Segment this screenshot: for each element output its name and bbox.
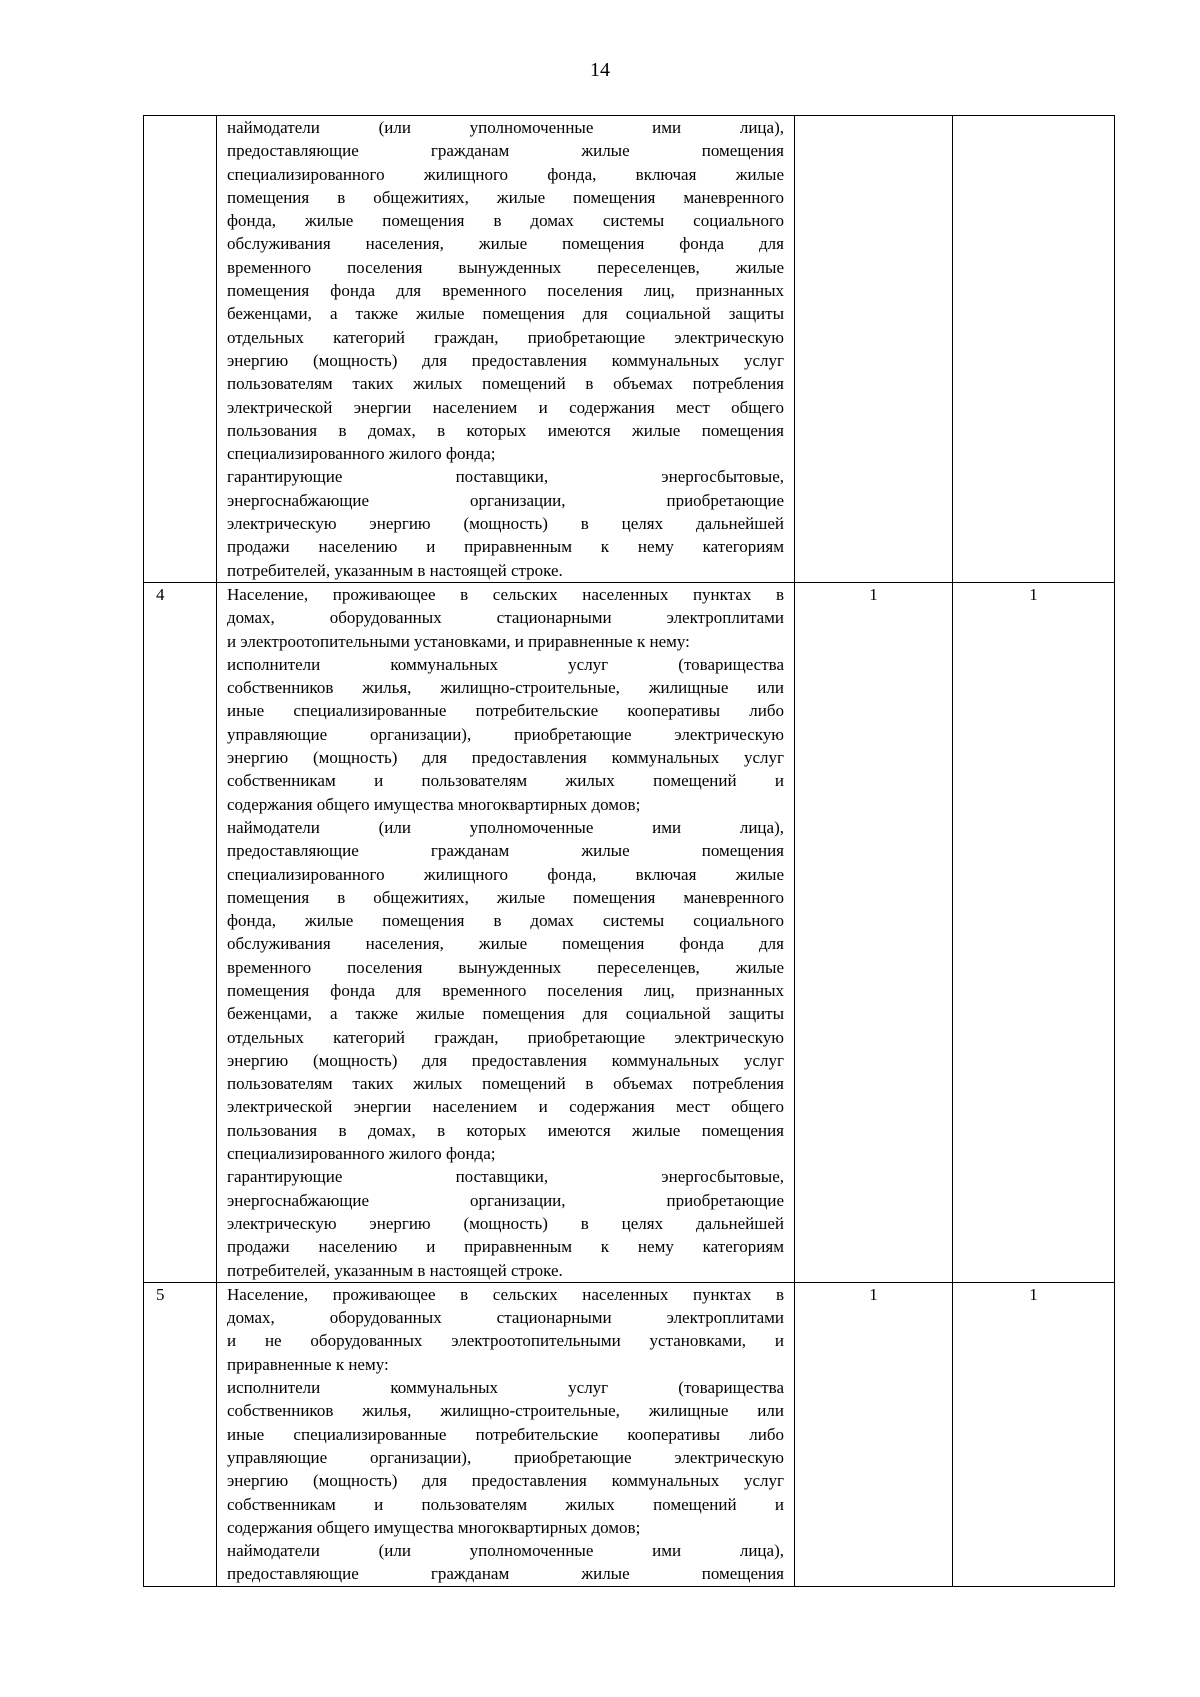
- table-row: [144, 116, 1115, 583]
- description-line: специализированного жилого фонда;: [227, 444, 496, 464]
- description-line: обслуживания населения, жилые помещения фонда для: [227, 234, 784, 254]
- description-line: помещения в общежитиях, жилые помещения маневренного: [227, 887, 784, 907]
- description-line: продажи населению и приравненным к нему категориям: [227, 1237, 784, 1257]
- description-line: управляющие организации), приобретающие электрическую: [227, 1447, 784, 1467]
- description-line: исполнители коммунальных услуг (товарищества: [227, 1378, 784, 1398]
- description-line: энергоснабжающие организации, приобретающие: [227, 1190, 784, 1210]
- description-line: собственникам и пользователям жилых помещений и: [227, 1494, 784, 1514]
- description-line: специализированного жилого фонда;: [227, 1144, 496, 1164]
- description-line: гарантирующие поставщики, энергосбытовые,: [227, 467, 784, 487]
- description-line: наймодатели (или уполномоченные ими лица),: [227, 1541, 784, 1561]
- page-number: 14: [590, 59, 610, 81]
- description-line: фонда, жилые помещения в домах системы социального: [227, 911, 784, 931]
- description-line: фонда, жилые помещения в домах системы социального: [227, 211, 784, 231]
- description-line: потребителей, указанным в настоящей строке.: [227, 560, 563, 580]
- row-value-cell-1: [795, 116, 953, 583]
- description-line: энергию (мощность) для предоставления коммунальных услуг: [227, 350, 784, 370]
- description-line: Население, проживающее в сельских населенных пунктах в: [227, 1284, 784, 1304]
- description-line: пользователям таких жилых помещений в объемах потребления: [227, 1074, 784, 1094]
- description-line: специализированного жилищного фонда, включая жилые: [227, 864, 784, 884]
- tariff-table: [143, 115, 1115, 1587]
- row-description-cell: [217, 582, 795, 1282]
- description-line: помещения в общежитиях, жилые помещения маневренного: [227, 187, 784, 207]
- description-line: электрической энергии населением и содержания мест общего: [227, 1097, 784, 1117]
- table-row: [144, 582, 1115, 1282]
- description-line: гарантирующие поставщики, энергосбытовые,: [227, 1167, 784, 1187]
- description-line: предоставляющие гражданам жилые помещения: [227, 841, 784, 861]
- description-line: энергоснабжающие организации, приобретающие: [227, 490, 784, 510]
- description-line: пользования в домах, в которых имеются жилые помещения: [227, 1120, 784, 1140]
- description-line: предоставляющие гражданам жилые помещения: [227, 1564, 784, 1584]
- description-line: домах, оборудованных стационарными электроплитами: [227, 608, 784, 628]
- description-line: собственникам и пользователям жилых помещений и: [227, 771, 784, 791]
- description-line: предоставляющие гражданам жилые помещения: [227, 141, 784, 161]
- description-line: электрической энергии населением и содержания мест общего: [227, 397, 784, 417]
- row-number-cell: 4: [144, 582, 217, 1282]
- description-line: специализированного жилищного фонда, включая жилые: [227, 164, 784, 184]
- description-line: обслуживания населения, жилые помещения фонда для: [227, 934, 784, 954]
- row-value-cell-2: 1: [953, 1282, 1115, 1586]
- description-line: энергию (мощность) для предоставления коммунальных услуг: [227, 1050, 784, 1070]
- description-line: домах, оборудованных стационарными электроплитами: [227, 1308, 784, 1328]
- description-line: беженцами, а также жилые помещения для социальной защиты: [227, 304, 784, 324]
- description-line: пользования в домах, в которых имеются жилые помещения: [227, 420, 784, 440]
- description-line: продажи населению и приравненным к нему категориям: [227, 537, 784, 557]
- row-description-cell: [217, 1282, 795, 1586]
- description-line: временного поселения вынужденных переселенцев, жилые: [227, 257, 784, 277]
- description-line: отдельных категорий граждан, приобретающие электрическую: [227, 327, 784, 347]
- description-line: собственников жилья, жилищно-строительные, жилищные или: [227, 1401, 784, 1421]
- description-line: и не оборудованных электроотопительными установками, и: [227, 1331, 784, 1351]
- description-line: Население, проживающее в сельских населенных пунктах в: [227, 584, 784, 604]
- description-line: наймодатели (или уполномоченные ими лица),: [227, 817, 784, 837]
- description-line: помещения фонда для временного поселения лиц, признанных: [227, 281, 784, 301]
- description-line: иные специализированные потребительские кооперативы либо: [227, 1424, 784, 1444]
- description-line: приравненные к нему:: [227, 1354, 389, 1374]
- table-row: [144, 1282, 1115, 1586]
- description-line: электрическую энергию (мощность) в целях дальнейшей: [227, 514, 784, 534]
- description-line: содержания общего имущества многоквартирных домов;: [227, 1517, 641, 1537]
- description-line: помещения фонда для временного поселения лиц, признанных: [227, 980, 784, 1000]
- description-line: беженцами, а также жилые помещения для социальной защиты: [227, 1004, 784, 1024]
- row-value-cell-2: 1: [953, 582, 1115, 1282]
- row-value-cell-2: [953, 116, 1115, 583]
- row-number-cell: 5: [144, 1282, 217, 1586]
- description-line: потребителей, указанным в настоящей строке.: [227, 1260, 563, 1280]
- description-line: исполнители коммунальных услуг (товарищества: [227, 654, 784, 674]
- description-line: управляющие организации), приобретающие электрическую: [227, 724, 784, 744]
- description-line: собственников жилья, жилищно-строительные, жилищные или: [227, 678, 784, 698]
- description-line: иные специализированные потребительские кооперативы либо: [227, 701, 784, 721]
- row-value-cell-1: 1: [795, 582, 953, 1282]
- description-line: наймодатели (или уполномоченные ими лица),: [227, 118, 784, 137]
- row-description-cell: [217, 116, 795, 583]
- description-line: пользователям таких жилых помещений в объемах потребления: [227, 374, 784, 394]
- description-line: электрическую энергию (мощность) в целях дальнейшей: [227, 1213, 784, 1233]
- description-line: энергию (мощность) для предоставления коммунальных услуг: [227, 748, 784, 768]
- description-line: и электроотопительными установками, и приравненные к нему:: [227, 631, 690, 651]
- description-line: временного поселения вынужденных переселенцев, жилые: [227, 957, 784, 977]
- description-line: содержания общего имущества многоквартирных домов;: [227, 794, 641, 814]
- row-number-cell: [144, 116, 217, 583]
- row-value-cell-1: 1: [795, 1282, 953, 1586]
- description-line: отдельных категорий граждан, приобретающие электрическую: [227, 1027, 784, 1047]
- description-line: энергию (мощность) для предоставления коммунальных услуг: [227, 1471, 784, 1491]
